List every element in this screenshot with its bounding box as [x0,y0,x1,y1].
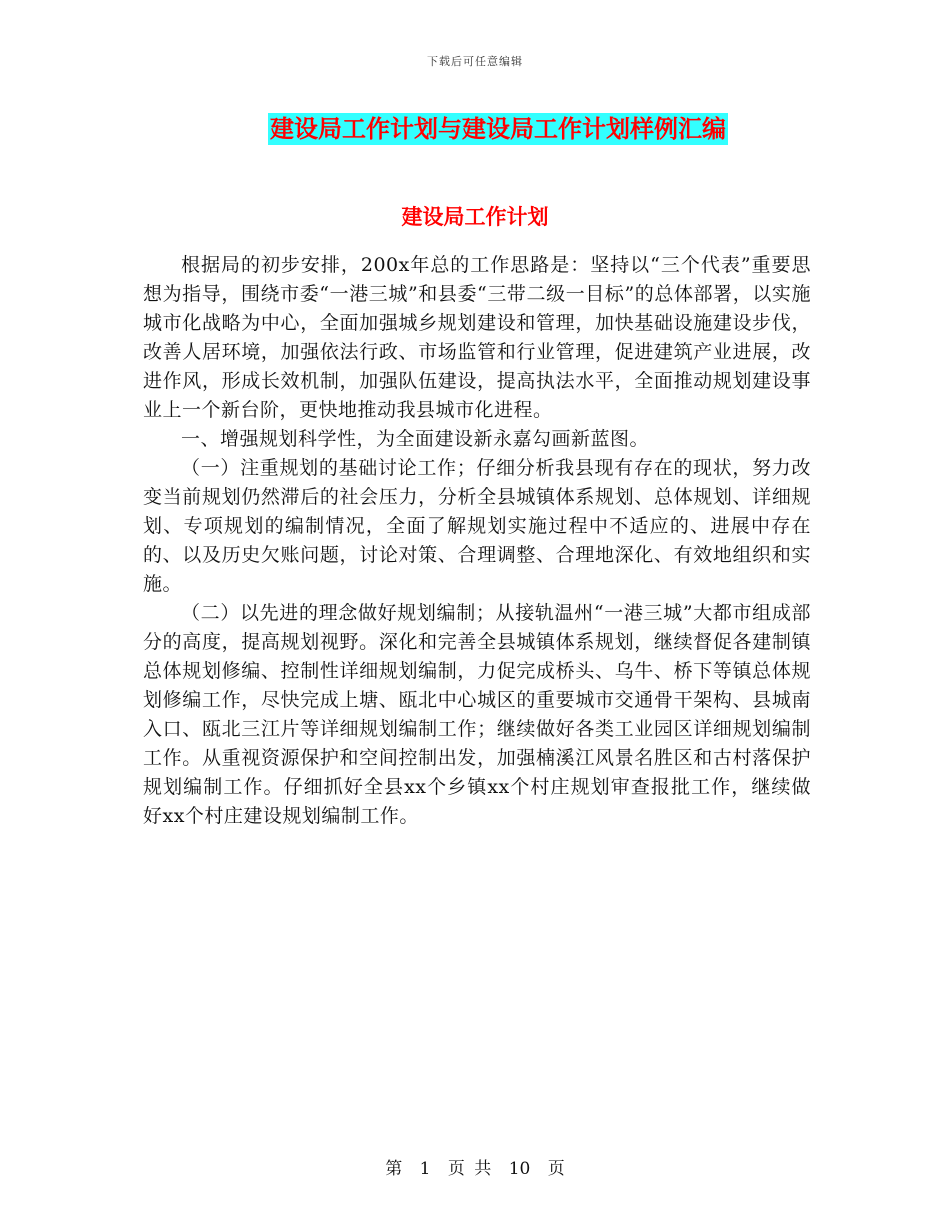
footer-prefix: 第 [385,1159,403,1179]
paragraph-item-1: （一）注重规划的基础讨论工作；仔细分析我县现有存在的现状，努力改变当前规划仍然滞后的社会压力，分析全县城镇体系规划、总体规划、详细规划、专项规划的编制情况，全面了解规划实施过程中不适应的、进展中存在的、以及历史欠账问题，讨论对策、合理调整、合理地深化、有效地组织和实施。 [143,457,811,595]
page-footer [0,1154,950,1179]
paragraph-intro: 根据局的初步安排，200x年总的工作思路是：坚持以“三个代表”重要思想为指导，围绕市委“一港三城”和县委“三带二级一目标”的总体部署，以实施城市化战略为中心，全面加强城乡规划建设和管理，加快基础设施建设步伐，改善人居环境，加强依法行政、市场监管和行业管理，促进建筑产业进展，改进作风，形成长效机制，加强队伍建设，提高执法水平，全面推动规划建设事业上一个新台阶，更快地推动我县城市化进程。 [143,254,811,421]
footer-middle: 页 共 [447,1159,492,1179]
section-title: 建设局工作计划 [401,205,549,229]
header-note: 下载后可任意编辑 [427,55,523,68]
footer-total-pages: 10 [508,1159,531,1179]
footer-page-number: 1 [419,1159,431,1179]
document-body [143,251,811,831]
main-title-container [248,113,748,145]
footer-suffix: 页 [547,1159,565,1179]
paragraph-heading-1: 一、增强规划科学性，为全面建设新永嘉勾画新蓝图。 [181,428,650,450]
main-title: 建设局工作计划与建设局工作计划样例汇编 [270,115,726,143]
paragraph-item-2: （二）以先进的理念做好规划编制；从接轨温州“一港三城”大都市组成部分的高度，提高规划视野。深化和完善全县城镇体系规划，继续督促各建制镇总体规划修编、控制性详细规划编制，力促完成桥头、乌牛、桥下等镇总体规划修编工作，尽快完成上塘、瓯北中心城区的重要城市交通骨干架构、县城南入口、瓯北三江片等详细规划编制工作；继续做好各类工业园区详细规划编制工作。从重视资源保护和空间控制出发，加强楠溪江风景名胜区和古村落保护规划编制工作。仔细抓好全县xx个乡镇xx个村庄规划审查报批工作，继续做好xx个村庄建设规划编制工作。 [143,602,811,827]
